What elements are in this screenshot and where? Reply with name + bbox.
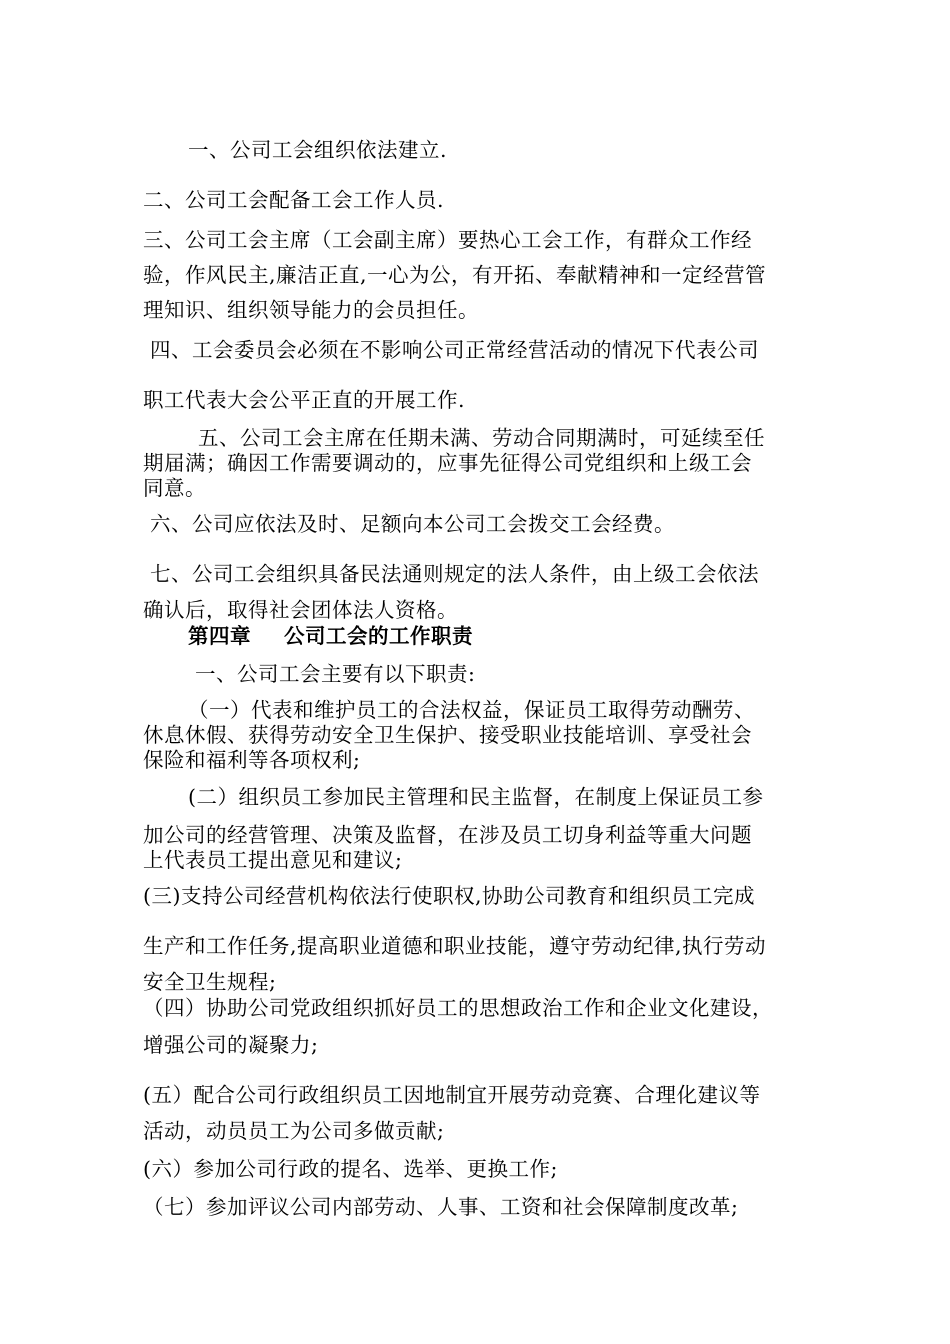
text-line: 四、工会委员会必须在不影响公司正常经营活动的情况下代表公司 xyxy=(150,338,759,362)
text-line: 上代表员工提出意见和建议; xyxy=(143,848,403,872)
text-line: 职工代表大会公平正直的开展工作. xyxy=(143,388,466,412)
text-line: 加公司的经营管理、决策及监督，在涉及员工切身利益等重大问题 xyxy=(143,823,752,847)
text-line: 休息休假、获得劳动安全卫生保护、接受职业技能培训、享受社会 xyxy=(143,723,752,747)
text-line: 六、公司应依法及时、足额向本公司工会拨交工会经费。 xyxy=(150,512,675,536)
text-line: （一）代表和维护员工的合法权益，保证员工取得劳动酬劳、 xyxy=(188,698,755,722)
text-line: (三)支持公司经营机构依法行使职权,协助公司教育和组织员工完成 xyxy=(143,884,756,908)
text-line: (五）配合公司行政组织员工因地制宜开展劳动竞赛、合理化建议等 xyxy=(143,1083,761,1107)
text-line: 安全卫生规程; xyxy=(143,970,277,994)
text-line: 确认后，取得社会团体法人资格。 xyxy=(143,598,458,622)
text-line: (六）参加公司行政的提名、选举、更换工作; xyxy=(143,1157,558,1181)
text-line: 活动，动员员工为公司多做贡献; xyxy=(143,1119,445,1143)
chapter-number: 第四章 xyxy=(188,624,251,648)
text-line: 二、公司工会配备工会工作人员. xyxy=(143,188,445,212)
text-line: 生产和工作任务,提高职业道德和职业技能，遵守劳动纪律,执行劳动 xyxy=(143,934,767,958)
text-line: 七、公司工会组织具备民法通则规定的法人条件，由上级工会依法 xyxy=(150,562,759,586)
text-line: (二）组织员工参加民主管理和民主监督，在制度上保证员工参 xyxy=(188,785,764,809)
text-line: 三、公司工会主席（工会副主席）要热心工会工作，有群众工作经 xyxy=(143,228,752,252)
text-line: 期届满；确因工作需要调动的，应事先征得公司党组织和上级工会 xyxy=(143,451,752,475)
text-line: 一、公司工会主要有以下职责: xyxy=(195,662,476,686)
text-line: 理知识、组织领导能力的会员担任。 xyxy=(143,298,479,322)
text-line: 同意。 xyxy=(143,476,206,500)
text-line: 增强公司的凝聚力; xyxy=(143,1033,319,1057)
text-line: 五、公司工会主席在任期未满、劳动合同期满时，可延续至任 xyxy=(198,426,765,450)
chapter-title: 公司工会的工作职责 xyxy=(284,624,473,648)
text-line: （四）协助公司党政组织抓好员工的思想政治工作和企业文化建设， xyxy=(143,996,773,1020)
text-line: （七）参加评议公司内部劳动、人事、工资和社会保障制度改革; xyxy=(143,1195,739,1219)
text-line: 一、公司工会组织依法建立. xyxy=(188,138,448,162)
text-line: 验，作风民主,廉洁正直,一心为公，有开拓、奉献精神和一定经营管 xyxy=(143,263,767,287)
text-line: 保险和福利等各项权利; xyxy=(143,748,361,772)
